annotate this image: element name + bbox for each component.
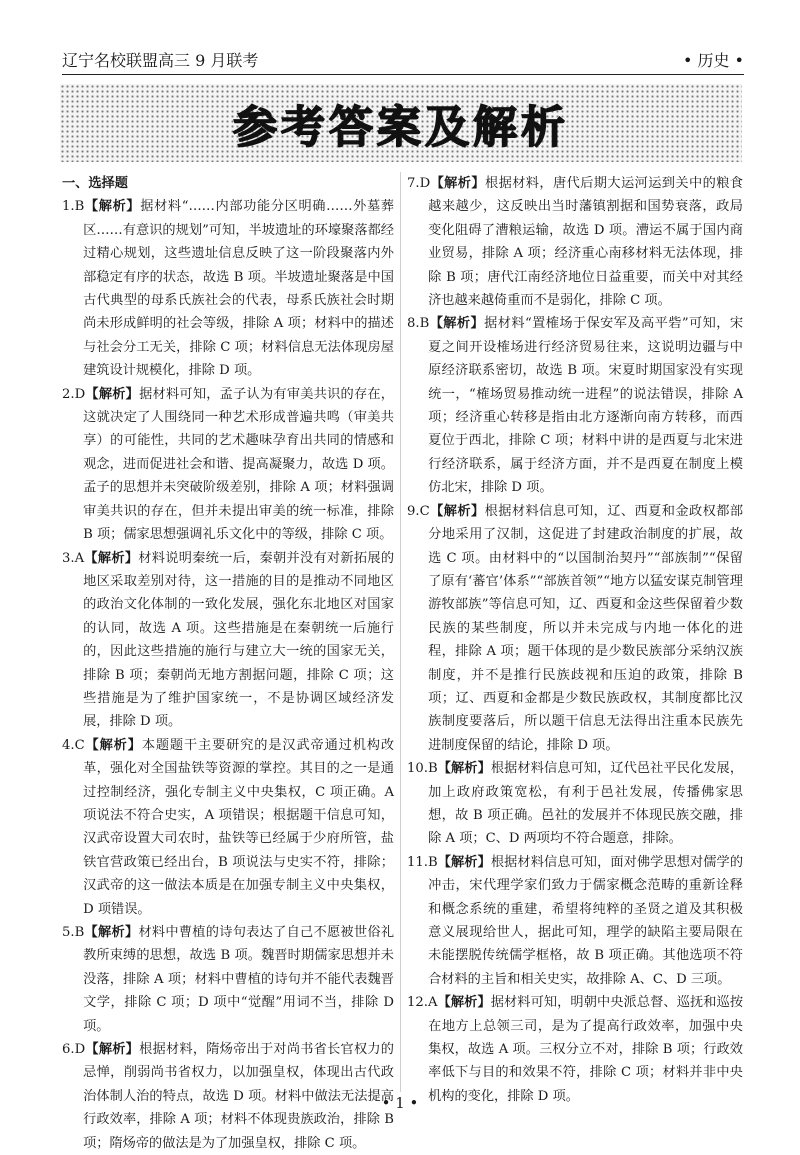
answer-item: 12.A【解析】据材料可知，明朝中央派总督、巡抚和巡按在地方上总领三司，是为了提高行政效率，加强中央集权，故选 A 项。三权分立不对，排除 B 项；行政效率低下与目的和效果不符，排除 C 项；材料并非中央机构的变化，排除 D 项。: [407, 995, 744, 1104]
answer-item: 3.A【解析】材料说明秦统一后，秦朝并没有对新拓展的地区采取差别对待，这一措施的目的是推动不同地区的政治文化体制的一致化发展，强化东北地区对国家的认同，故选 A 项。这些措施是在秦朝统一后施行的，因此这些措施的施行与建立大一统的国家无关，排除 B 项；秦朝尚无地方割据问题，排除 C 项；这些措施是为了维护国家统一，不是协调区域经济发展，排除 D 项。: [62, 550, 395, 730]
banner-title: 参考答案及解析: [233, 102, 569, 153]
answer-item: 5.B【解析】材料中曹植的诗句表达了自己不愿被世俗礼教所束缚的思想，故选 B 项。魏晋时期儒家思想并未没落，排除 A 项；材料中曹植的诗句并不能代表魏晋文学，排除 C 项；D 项中“觉醒”用词不当，排除 D 项。: [62, 925, 395, 1034]
section-title: 一、选择题: [62, 176, 128, 191]
answer-item: 1.B【解析】据材料“……内部功能分区明确……外墓葬区……有意识的规划”可知，半坡遗址的环壕聚落都经过精心规划，这些遗址信息反映了这一阶段聚落内外部稳定有序的状态，故选 B 项。半坡遗址聚落是中国古代典型的母系氏族社会的代表，母系氏族社会时期尚未形成鲜明的社会等级，排除 A 项；材料中的描述与社会分工无关，排除 C 项；材料信息无法体现房屋建筑设计规模化，排除 D 项。: [62, 199, 394, 379]
answer-item: 4.C【解析】本题题干主要研究的是汉武帝通过机构改革，强化对全国盐铁等资源的掌控。其目的之一是通过控制经济，强化专制主义中央集权，C 项正确。A 项说法不符合史实，A 项错误；根据题干信息可知，汉武帝设置大司农时，盐铁等已经属于少府所管，盐铁官营政策已经出台，B 项说法与史实不符，排除；汉武帝的这一做法本质是在加强专制主义中央集权，D 项错误。: [62, 737, 395, 917]
title-banner: [60, 84, 742, 162]
answer-item: 6.D【解析】根据材料，隋炀帝出于对尚书省长官权力的忌惮，削弱尚书省权力，以加强皇权，体现出古代政治体制人治的特点，故选 D 项。材料中做法无法提高行政效率，排除 A 项；材料不体现贵族政治，排除 B 项；隋炀帝的做法是为了加强皇权，排除 C 项。: [62, 1042, 394, 1151]
answer-item: 11.B【解析】根据材料信息可知，面对佛学思想对儒学的冲击，宋代理学家们致力于儒家概念范畴的重新诠释和概念系统的重建，希望将纯粹的圣贤之道及其积极意义展现给世人，据此可知，理学的缺陷主要局限在未能摆脱传统儒学框格，故 B 项正确。其他选项不符合材料的主旨和相关史实，故排除 A、C、D 三项。: [407, 854, 744, 987]
answer-item: 8.B【解析】据材料“置榷场于保安军及高平砦”可知，宋夏之间开设榷场进行经济贸易往来，这说明边疆与中原经济联系密切，故选 B 项。宋夏时期国家没有实现统一，“榷场贸易推动统一进程”的说法错误，排除 A 项；经济重心转移是指由北方逐渐向南方转移，而西夏位于西北，排除 C 项；材料中讲的是西夏与北宋进行经济联系，属于经济方面，并不是西夏在制度上模仿北宋，排除 D 项。: [407, 316, 744, 496]
page-number: • 1 •: [381, 1094, 419, 1112]
answer-item: 10.B【解析】根据材料信息可知，辽代邑社平民化发展，加上政府政策宽松，有利于邑社发展，传播佛家思想，故 B 项正确。邑社的发展并不体现民族交融，排除 A 项；C、D 两项均不符合题意，排除。: [407, 761, 744, 847]
page-header: [62, 50, 744, 75]
column-divider: [400, 172, 401, 1092]
left-column: [62, 172, 394, 1155]
answer-item: 2.D【解析】据材料可知，孟子认为有审美共识的存在，这就决定了人围绕同一种艺术形成普遍共鸣（审美共享）的可能性，共同的艺术趣味孕育出共同的情感和观念，进而促进社会和谐、提高凝聚力，故选 D 项。孟子的思想并未突破阶级差别，排除 A 项；材料强调审美共识的存在，但并未提出审美的统一标准，排除 B 项；儒家思想强调礼乐文化中的等级，排除 C 项。: [62, 386, 394, 543]
subject-label: • 历史 •: [682, 51, 744, 70]
exam-title: 辽宁名校联盟高三 9 月联考: [62, 51, 259, 70]
answer-item: 9.C【解析】根据材料信息可知，辽、西夏和金政权都部分地采用了汉制，这促进了封建政治制度的扩展，故选 C 项。由材料中的“以国制治契丹”“部族制”“保留了原有‘蕃官’体系”“部族首领”“地方以猛安谋克制管理游牧部族”等信息可知，辽、西夏和金这些保留着少数民族的某些制度，所以并未完成与内地一体化的进程，排除 A 项；题干体现的是少数民族部分采纳汉族制度，并不是推行民族歧视和压迫的政策，排除 B 项；辽、西夏和金都是少数民族政权，其制度都比汉族制度要落后，所以题干信息无法得出注重本民族先进制度保留的结论，排除 D 项。: [407, 503, 744, 753]
answer-item: 7.D【解析】根据材料，唐代后期大运河运到关中的粮食越来越少，这反映出当时藩镇割据和国势衰落，政局变化阻碍了漕粮运输，故选 D 项。漕运不属于国内商业贸易，排除 A 项；经济重心南移材料无法体现，排除 B 项；唐代江南经济地位日益重要，而关中对其经济也越来越倚重而不是弱化，排除 C 项。: [407, 176, 744, 309]
right-column: [407, 172, 743, 1108]
